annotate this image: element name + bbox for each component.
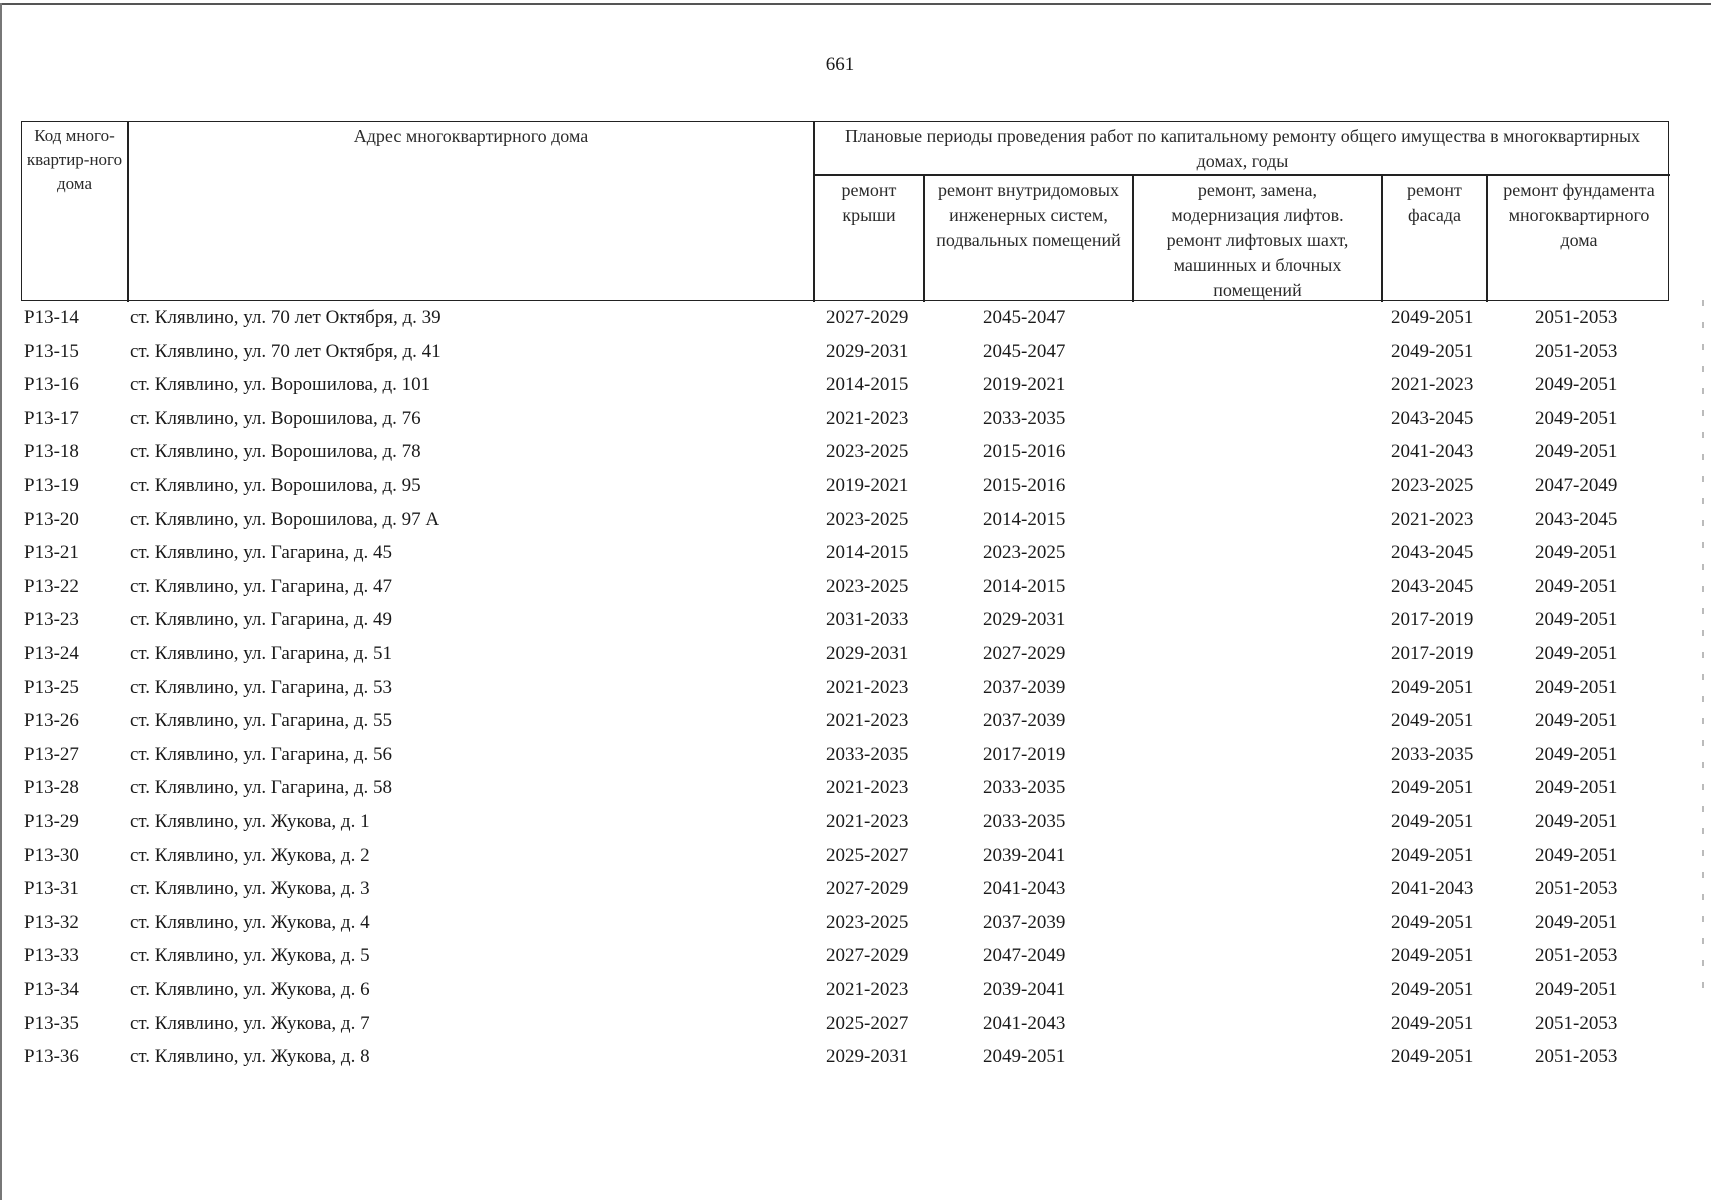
- row-roof: 2023-2025: [826, 441, 909, 463]
- row-foundation: 2049-2051: [1535, 811, 1618, 832]
- row-address: ст. Клявлино, ул. Ворошилова, д. 97 А: [130, 508, 440, 530]
- page-top-border: [0, 3, 1711, 5]
- row-facade: 2049-2051: [1391, 676, 1474, 698]
- table-row: [0, 906, 1711, 940]
- row-address: ст. Клявлино, ул. Ворошилова, д. 78: [130, 441, 421, 463]
- row-code: Р13-31: [24, 878, 79, 900]
- row-roof: 2021-2023: [826, 777, 909, 799]
- row-code: Р13-30: [24, 844, 79, 866]
- row-roof: 2021-2023: [826, 407, 909, 429]
- row-engineering: 2039-2041: [983, 844, 1066, 866]
- header-lifts: ремонт, замена, модернизация лифтов. ремонт лифтовых шахт, машинных и блочных помещений: [1166, 180, 1349, 300]
- row-address: ст. Клявлино, ул. 70 лет Октября, д. 39: [130, 307, 441, 328]
- table-row: [0, 805, 1711, 839]
- table-row: [0, 536, 1711, 570]
- row-foundation: 2051-2053: [1535, 1012, 1618, 1034]
- table-row: [0, 839, 1711, 873]
- row-engineering: 2015-2016: [983, 441, 1066, 463]
- row-address: ст. Клявлино, ул. Жукова, д. 1: [130, 811, 370, 832]
- row-code: Р13-33: [24, 945, 79, 967]
- table-row: [0, 771, 1711, 805]
- header-divider: [813, 174, 1670, 176]
- row-facade: 2049-2051: [1391, 844, 1474, 866]
- row-address: ст. Клявлино, ул. Гагарина, д. 51: [130, 643, 392, 664]
- row-address: ст. Клявлино, ул. Гагарина, д. 45: [130, 542, 392, 564]
- row-engineering: 2037-2039: [983, 710, 1066, 732]
- row-code: Р13-25: [24, 676, 79, 698]
- row-code: Р13-27: [24, 743, 79, 765]
- row-roof: 2014-2015: [826, 542, 909, 564]
- row-code: Р13-32: [24, 911, 79, 933]
- row-facade: 2041-2043: [1391, 878, 1474, 900]
- row-code: Р13-29: [24, 811, 79, 832]
- row-facade: 2017-2019: [1391, 609, 1474, 631]
- row-roof: 2027-2029: [826, 945, 909, 967]
- row-address: ст. Клявлино, ул. Гагарина, д. 55: [130, 710, 392, 732]
- row-code: Р13-35: [24, 1012, 79, 1034]
- row-address: ст. Клявлино, ул. Жукова, д. 7: [130, 1012, 370, 1034]
- header-periods: Плановые периоды проведения работ по капитальному ремонту общего имущества в многоквартирных домах, годы: [844, 126, 1641, 171]
- row-facade: 2023-2025: [1391, 475, 1474, 496]
- header-divider: [127, 122, 129, 302]
- row-address: ст. Клявлино, ул. Гагарина, д. 47: [130, 575, 392, 597]
- table-row: [0, 872, 1711, 906]
- table-row: [0, 402, 1711, 436]
- row-engineering: 2029-2031: [983, 609, 1066, 631]
- row-engineering: 2017-2019: [983, 743, 1066, 765]
- row-roof: 2029-2031: [826, 340, 909, 362]
- row-engineering: 2019-2021: [983, 374, 1066, 396]
- row-facade: 2021-2023: [1391, 374, 1474, 396]
- row-address: ст. Клявлино, ул. Жукова, д. 8: [130, 1046, 370, 1068]
- table-row: [0, 368, 1711, 402]
- row-facade: 2043-2045: [1391, 542, 1474, 564]
- header-facade: ремонт фасада: [1407, 180, 1462, 225]
- row-foundation: 2049-2051: [1535, 609, 1618, 631]
- table-row: [0, 435, 1711, 469]
- row-roof: 2023-2025: [826, 911, 909, 933]
- row-foundation: 2051-2053: [1535, 340, 1618, 362]
- row-roof: 2023-2025: [826, 575, 909, 597]
- row-facade: 2041-2043: [1391, 441, 1474, 463]
- table-row: [0, 671, 1711, 705]
- row-address: ст. Клявлино, ул. Ворошилова, д. 101: [130, 374, 431, 396]
- table-row: [0, 503, 1711, 537]
- row-facade: 2049-2051: [1391, 777, 1474, 799]
- row-facade: 2033-2035: [1391, 743, 1474, 765]
- row-engineering: 2039-2041: [983, 979, 1066, 1000]
- row-roof: 2021-2023: [826, 811, 909, 832]
- row-facade: 2049-2051: [1391, 979, 1474, 1000]
- row-engineering: 2023-2025: [983, 542, 1066, 564]
- row-engineering: 2045-2047: [983, 307, 1066, 328]
- row-foundation: 2049-2051: [1535, 407, 1618, 429]
- row-address: ст. Клявлино, ул. 70 лет Октября, д. 41: [130, 340, 441, 362]
- row-roof: 2031-2033: [826, 609, 909, 631]
- row-code: Р13-22: [24, 575, 79, 597]
- row-facade: 2043-2045: [1391, 575, 1474, 597]
- row-engineering: 2037-2039: [983, 676, 1066, 698]
- row-facade: 2049-2051: [1391, 340, 1474, 362]
- row-engineering: 2014-2015: [983, 575, 1066, 597]
- row-address: ст. Клявлино, ул. Жукова, д. 3: [130, 878, 370, 900]
- row-roof: 2021-2023: [826, 710, 909, 732]
- row-address: ст. Клявлино, ул. Гагарина, д. 49: [130, 609, 392, 631]
- row-foundation: 2049-2051: [1535, 777, 1618, 799]
- header-code: Код много-квартир-ного дома: [26, 126, 123, 193]
- table-row: [0, 469, 1711, 503]
- table-row: [0, 335, 1711, 369]
- row-foundation: 2043-2045: [1535, 508, 1618, 530]
- row-code: Р13-14: [24, 307, 79, 328]
- table-row: [0, 1040, 1711, 1074]
- row-facade: 2049-2051: [1391, 945, 1474, 967]
- row-engineering: 2033-2035: [983, 811, 1066, 832]
- row-facade: 2049-2051: [1391, 811, 1474, 832]
- row-engineering: 2033-2035: [983, 407, 1066, 429]
- row-foundation: 2051-2053: [1535, 1046, 1618, 1068]
- row-address: ст. Клявлино, ул. Жукова, д. 5: [130, 945, 370, 967]
- row-code: Р13-15: [24, 340, 79, 362]
- row-foundation: 2049-2051: [1535, 979, 1618, 1000]
- row-foundation: 2049-2051: [1535, 844, 1618, 866]
- table-header: [21, 121, 1669, 301]
- row-engineering: 2033-2035: [983, 777, 1066, 799]
- row-address: ст. Клявлино, ул. Ворошилова, д. 76: [130, 407, 421, 429]
- row-code: Р13-20: [24, 508, 79, 530]
- row-roof: 2014-2015: [826, 374, 909, 396]
- row-code: Р13-21: [24, 542, 79, 564]
- row-foundation: 2051-2053: [1535, 878, 1618, 900]
- row-code: Р13-24: [24, 643, 79, 664]
- row-roof: 2025-2027: [826, 844, 909, 866]
- row-engineering: 2014-2015: [983, 508, 1066, 530]
- page-number: 661: [825, 54, 855, 75]
- header-address: Адрес многоквартирного дома: [353, 126, 589, 146]
- row-foundation: 2049-2051: [1535, 542, 1618, 564]
- row-foundation: 2051-2053: [1535, 945, 1618, 967]
- row-engineering: 2047-2049: [983, 945, 1066, 967]
- row-foundation: 2049-2051: [1535, 911, 1618, 933]
- row-engineering: 2049-2051: [983, 1046, 1066, 1068]
- table-row: [0, 738, 1711, 772]
- row-facade: 2049-2051: [1391, 1012, 1474, 1034]
- row-roof: 2029-2031: [826, 1046, 909, 1068]
- row-address: ст. Клявлино, ул. Жукова, д. 6: [130, 979, 370, 1000]
- row-code: Р13-36: [24, 1046, 79, 1068]
- table-row: [0, 637, 1711, 671]
- row-code: Р13-19: [24, 475, 79, 496]
- row-foundation: 2051-2053: [1535, 307, 1618, 328]
- row-address: ст. Клявлино, ул. Жукова, д. 2: [130, 844, 370, 866]
- row-engineering: 2015-2016: [983, 475, 1066, 496]
- row-roof: 2021-2023: [826, 979, 909, 1000]
- row-address: ст. Клявлино, ул. Гагарина, д. 56: [130, 743, 392, 765]
- row-facade: 2049-2051: [1391, 911, 1474, 933]
- row-code: Р13-34: [24, 979, 79, 1000]
- row-foundation: 2049-2051: [1535, 441, 1618, 463]
- row-roof: 2019-2021: [826, 475, 909, 496]
- table-row: [0, 704, 1711, 738]
- row-address: ст. Клявлино, ул. Жукова, д. 4: [130, 911, 370, 933]
- table-row: [0, 973, 1711, 1007]
- table-row: [0, 603, 1711, 637]
- row-facade: 2021-2023: [1391, 508, 1474, 530]
- header-engineering: ремонт внутридомовых инженерных систем, подвальных помещений: [936, 180, 1121, 250]
- row-facade: 2043-2045: [1391, 407, 1474, 429]
- row-address: ст. Клявлино, ул. Гагарина, д. 53: [130, 676, 392, 698]
- row-roof: 2029-2031: [826, 643, 909, 664]
- row-foundation: 2049-2051: [1535, 575, 1618, 597]
- row-roof: 2025-2027: [826, 1012, 909, 1034]
- row-address: ст. Клявлино, ул. Гагарина, д. 58: [130, 777, 392, 799]
- row-facade: 2017-2019: [1391, 643, 1474, 664]
- row-roof: 2023-2025: [826, 508, 909, 530]
- row-engineering: 2027-2029: [983, 643, 1066, 664]
- row-foundation: 2047-2049: [1535, 475, 1618, 496]
- header-roof: ремонт крыши: [841, 180, 897, 225]
- row-foundation: 2049-2051: [1535, 374, 1618, 396]
- header-foundation: ремонт фундамента многоквартирного дома: [1503, 180, 1655, 250]
- row-roof: 2021-2023: [826, 676, 909, 698]
- row-code: Р13-26: [24, 710, 79, 732]
- table-row: [0, 1007, 1711, 1041]
- row-code: Р13-28: [24, 777, 79, 799]
- table-row: [0, 570, 1711, 604]
- row-address: ст. Клявлино, ул. Ворошилова, д. 95: [130, 475, 421, 496]
- row-code: Р13-16: [24, 374, 79, 396]
- table-row: [0, 939, 1711, 973]
- table-row: [0, 301, 1711, 335]
- row-roof: 2027-2029: [826, 307, 909, 328]
- row-engineering: 2041-2043: [983, 1012, 1066, 1034]
- row-code: Р13-18: [24, 441, 79, 463]
- row-engineering: 2041-2043: [983, 878, 1066, 900]
- row-facade: 2049-2051: [1391, 307, 1474, 328]
- row-engineering: 2037-2039: [983, 911, 1066, 933]
- row-code: Р13-17: [24, 407, 79, 429]
- row-foundation: 2049-2051: [1535, 643, 1618, 664]
- row-foundation: 2049-2051: [1535, 710, 1618, 732]
- row-roof: 2033-2035: [826, 743, 909, 765]
- row-roof: 2027-2029: [826, 878, 909, 900]
- row-foundation: 2049-2051: [1535, 743, 1618, 765]
- row-foundation: 2049-2051: [1535, 676, 1618, 698]
- row-facade: 2049-2051: [1391, 1046, 1474, 1068]
- row-facade: 2049-2051: [1391, 710, 1474, 732]
- row-engineering: 2045-2047: [983, 340, 1066, 362]
- row-code: Р13-23: [24, 609, 79, 631]
